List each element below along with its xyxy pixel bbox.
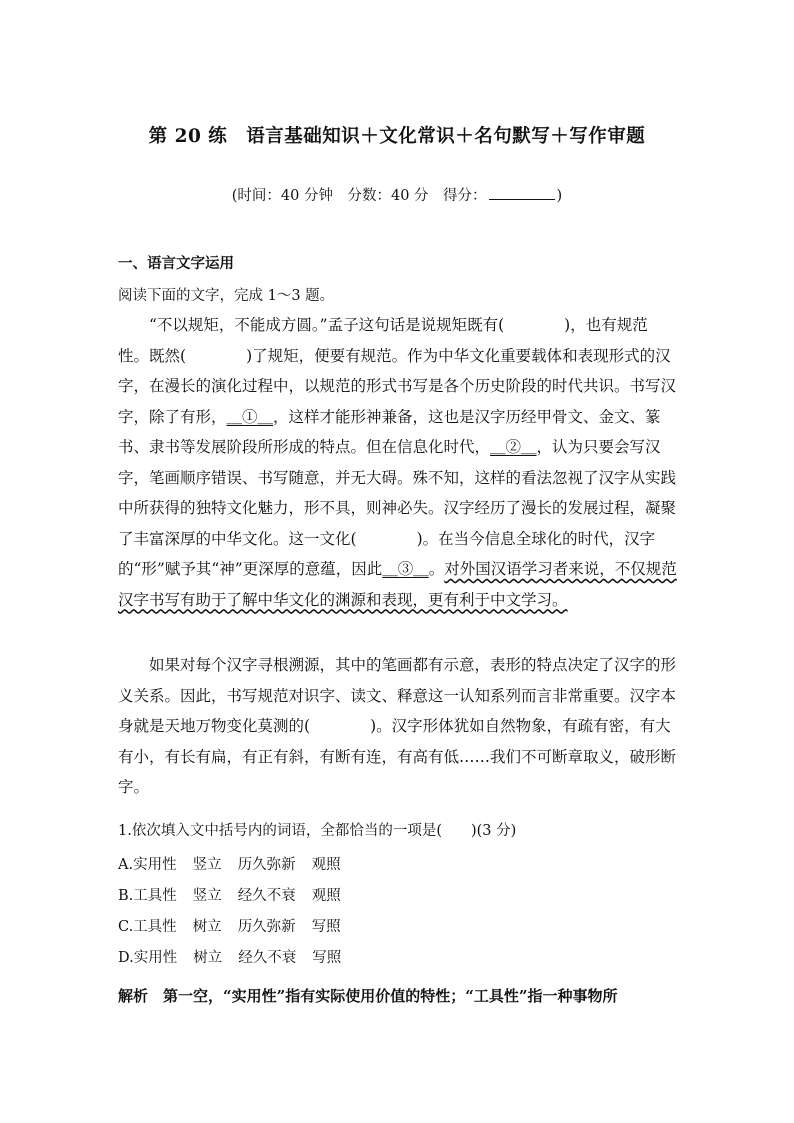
fill-blank-3: ＿③＿	[382, 560, 429, 578]
option-b: B.工具性 竖立 经久不衰 观照	[118, 888, 341, 904]
reading-instruction: 阅读下面的文字，完成 1～3 题。	[118, 288, 335, 304]
p1-text-b: )，也有规范性。既然(	[118, 316, 648, 365]
passage-paragraph-2	[118, 650, 678, 803]
page-title: 第 20 练 语言基础知识＋文化常识＋名句默写＋写作审题	[148, 126, 646, 147]
meta-close: )	[556, 188, 563, 204]
p1-text-g: 。	[428, 560, 445, 578]
meta-info: (时间：40 分钟 分数：40 分 得分：	[231, 188, 487, 204]
p2-text-b: )。汉字形体犹如自然物象，有疏有密，有大有小，有长有扁，有正有斜，有断有连，有高有低……我们不可断章取义，破形断字。	[118, 717, 677, 796]
p1-text-c: )了规矩，便要有规范。作为中华文化重要载体和表现形式的汉字，在漫长的演化过程中，以规范的形式书写是各个历史阶段的时代共识。书写汉字，除了有形，	[118, 346, 677, 426]
p1-text-a: “不以规矩，不能成方圆。”孟子这句话是说规矩既有(	[149, 316, 505, 334]
question-1: 1.依次填入文中括号内的词语，全都恰当的一项是( )(3 分)	[118, 823, 517, 839]
p2-text-a: 如果对每个汉字寻根溯源，其中的笔画都有示意，表形的特点决定了汉字的形义关系。因此，书写规范对识字、读文、释意这一认知系列而言非常重要。汉字本身就是天地万物变化莫测的(	[118, 656, 677, 735]
fill-blank-2: ＿②＿	[490, 438, 537, 456]
analysis-text: 解析 第一空，“实用性”指有实际使用价值的特性；“工具性”指一种事物所	[118, 987, 618, 1005]
passage-paragraph-1	[118, 310, 678, 615]
option-c: C.工具性 树立 历久弥新 写照	[118, 919, 341, 935]
exam-meta	[0, 184, 794, 205]
p1-text-d: ，这样才能形神兼备，这也是汉字历经甲骨文、金文、篆书、隶书等发展阶段所形成的特点。但在信息化时代，	[118, 407, 661, 456]
wavy-underlined-sentence: 对外国汉语学习者来说，不仅规范汉字书写有助于了解中华文化的渊源和表现，更有利于中文学习。	[118, 560, 677, 609]
p1-text-e: ，认为只要会写汉字，笔画顺序错误、书写随意，并无大碍。殊不知，这样的看法忽视了汉字从实践中所获得的独特文化魅力，形不具，则神必失。汉字经历了漫长的发展过程，凝聚了丰富深厚的中华文化。这一文化(	[118, 438, 677, 548]
section-heading: 一、语言文字运用	[118, 255, 234, 272]
p1-text-f: )。在当今信息全球化的时代，汉字的“形”赋予其“神”更深厚的意蕴，因此	[118, 529, 656, 578]
option-d: D.实用性 树立 经久不衰 写照	[118, 950, 342, 966]
option-a: A.实用性 竖立 历久弥新 观照	[118, 857, 341, 873]
fill-blank-1: ＿①＿	[226, 407, 274, 426]
score-blank	[489, 185, 555, 200]
